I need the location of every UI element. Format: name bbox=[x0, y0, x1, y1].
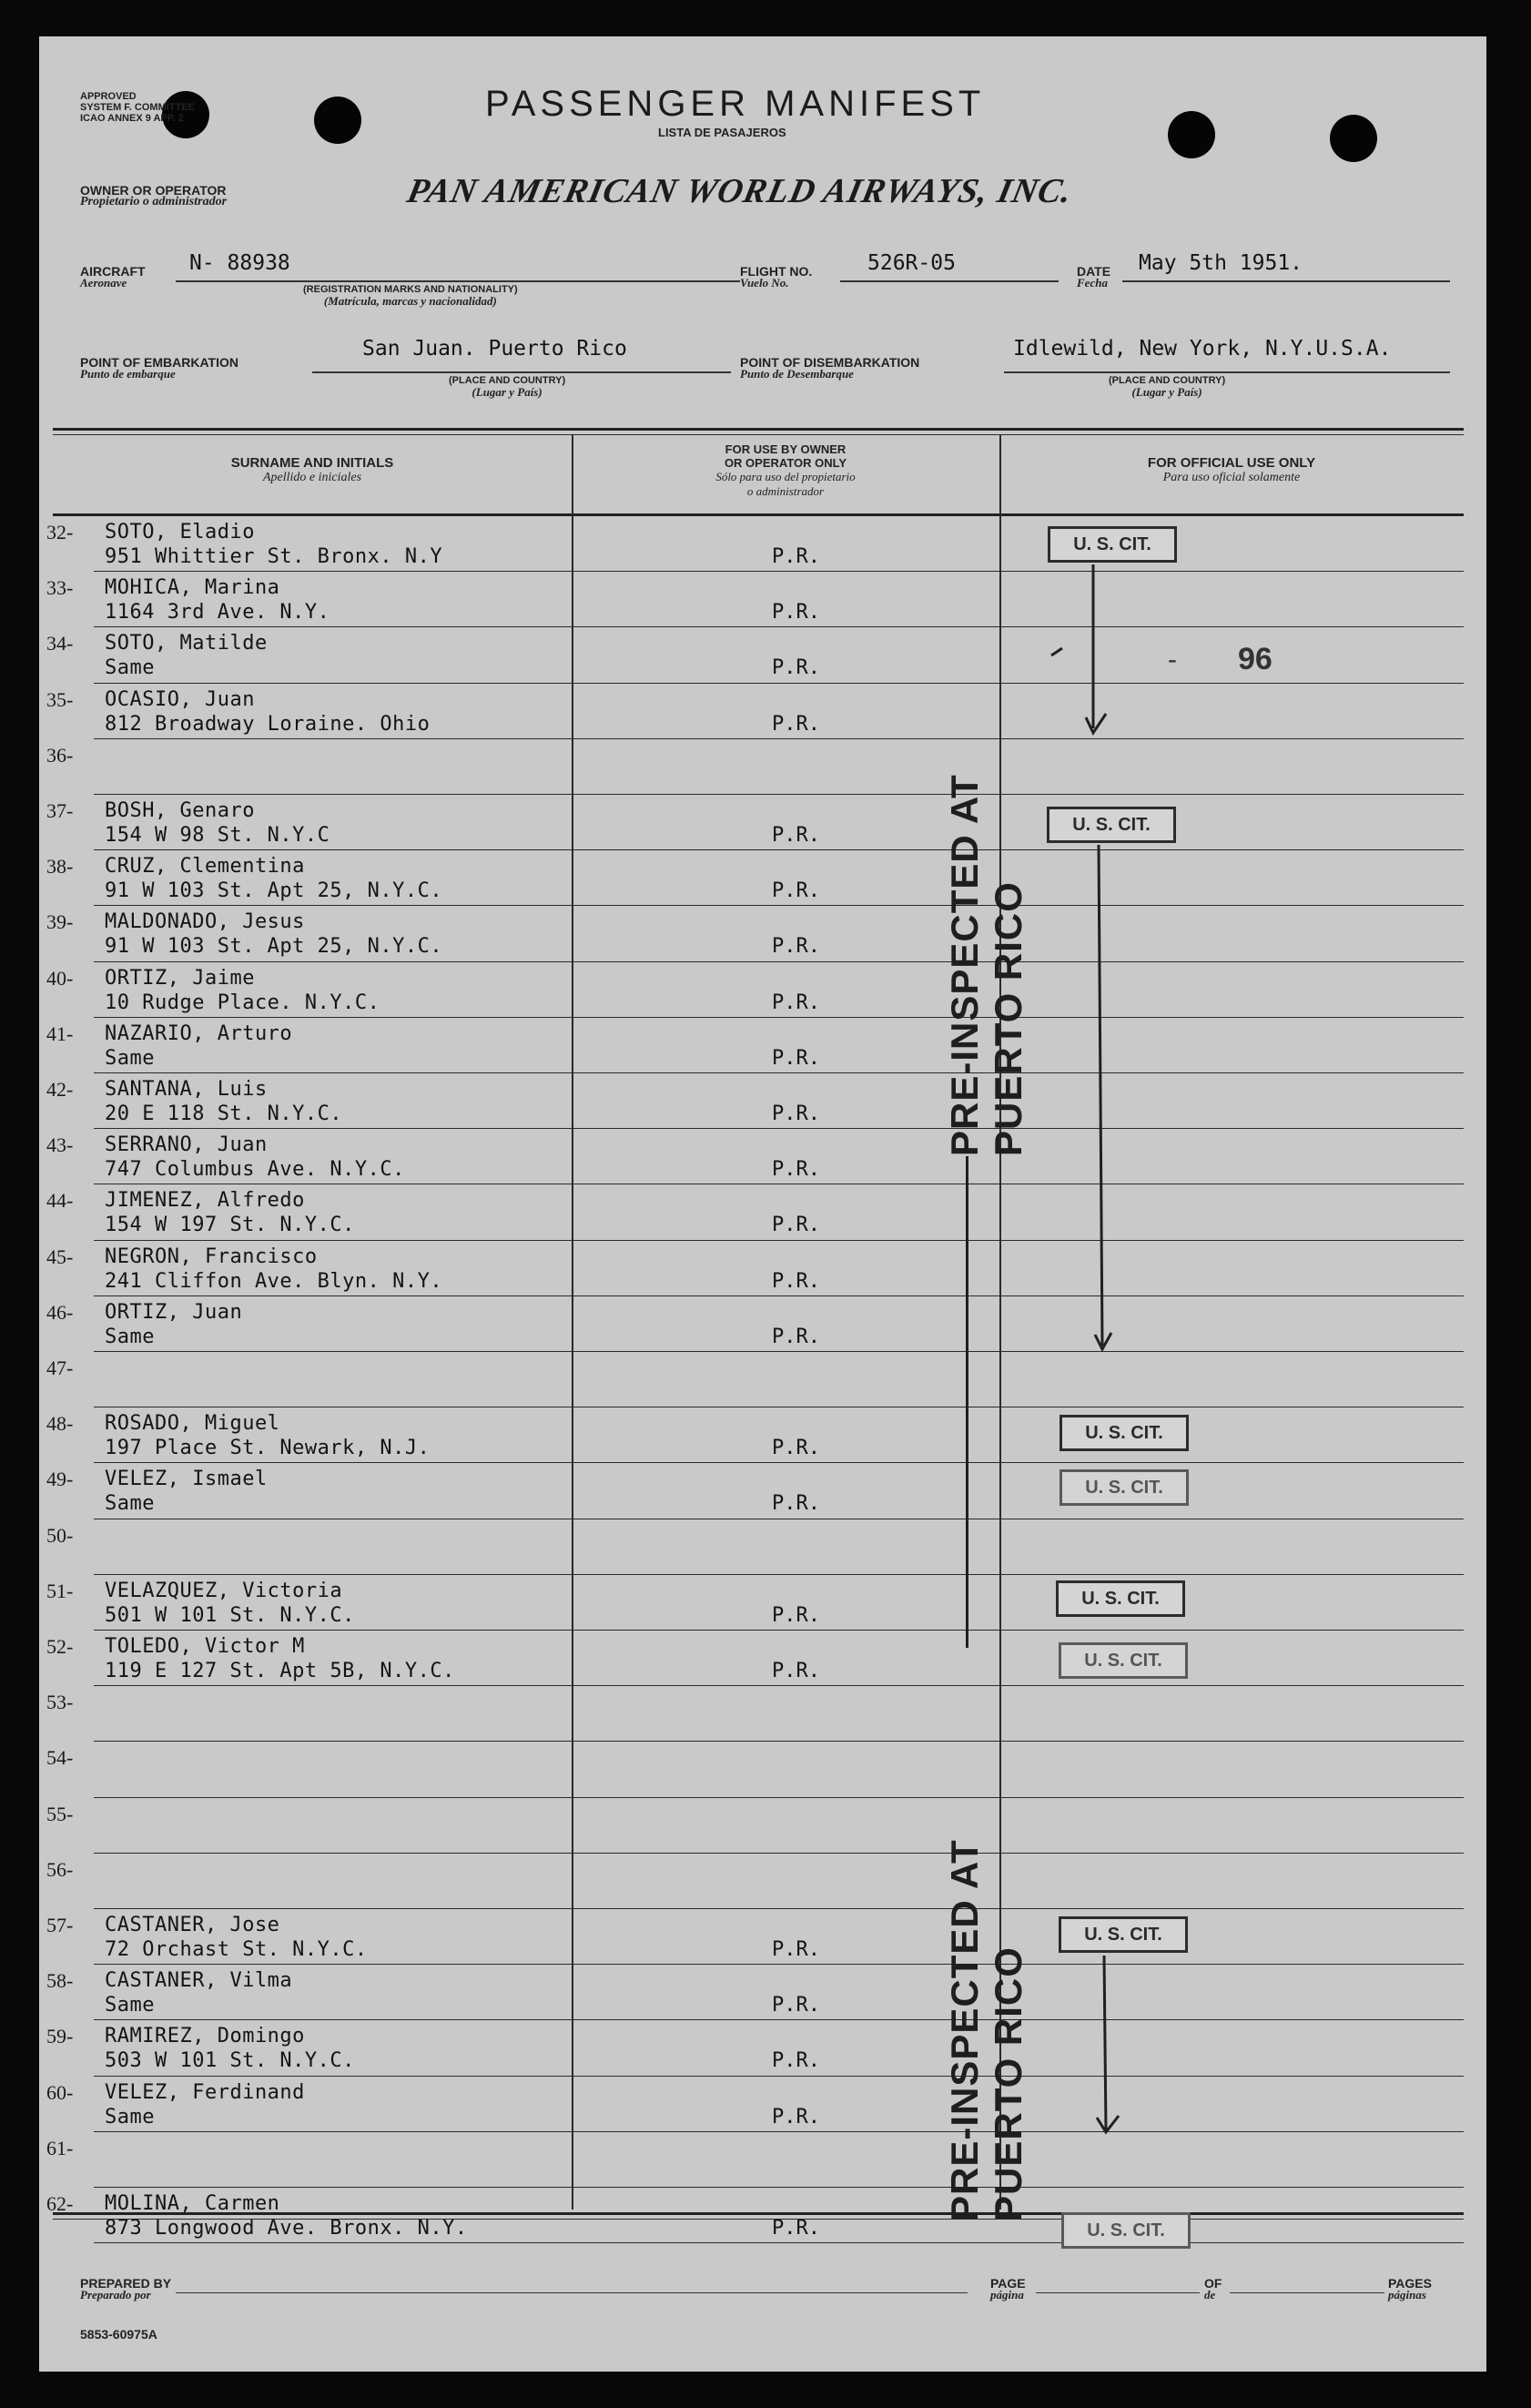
passenger-name: JIMENEZ, Alfredo bbox=[105, 1189, 305, 1213]
us-cit-stamp: U. S. CIT. bbox=[1048, 526, 1177, 563]
us-cit-stamp: U. S. CIT. bbox=[1061, 2212, 1191, 2249]
row-number: 52- bbox=[46, 1635, 74, 1658]
row-number: 55- bbox=[46, 1802, 74, 1825]
row-number: 39- bbox=[46, 910, 74, 934]
row-number: 32- bbox=[46, 521, 74, 544]
owner-use-code: P.R. bbox=[772, 1325, 820, 1348]
row-number: 59- bbox=[46, 2025, 74, 2048]
passenger-address: 873 Longwood Ave. Bronx. N.Y. bbox=[105, 2217, 468, 2240]
row-number: 46- bbox=[46, 1300, 74, 1324]
pre-inspected-stamp-upper: PRE-INSPECTED AT PUERTO RICO bbox=[943, 774, 1029, 1156]
row-number: 62- bbox=[46, 2192, 74, 2215]
row-number: 56- bbox=[46, 1857, 74, 1881]
owner-use-code: P.R. bbox=[772, 1492, 820, 1516]
owner-use-code: P.R. bbox=[772, 824, 820, 847]
us-cit-stamp: U. S. CIT. bbox=[1059, 1916, 1188, 1953]
form-number: 5853-60975A bbox=[80, 2327, 157, 2342]
row-number: 35- bbox=[46, 687, 74, 711]
us-cit-stamp: U. S. CIT. bbox=[1056, 1580, 1185, 1617]
owner-use-code: P.R. bbox=[772, 1660, 820, 1682]
row-number: 47- bbox=[46, 1356, 74, 1379]
row-number: 42- bbox=[46, 1078, 74, 1101]
passenger-name: VELEZ, Ismael bbox=[105, 1468, 268, 1491]
passenger-name: ORTIZ, Jaime bbox=[105, 966, 255, 990]
row-number: 34- bbox=[46, 632, 74, 655]
prepared-by-label: PREPARED BY Preparado por bbox=[80, 2276, 172, 2301]
passenger-address: Same bbox=[105, 1046, 155, 1070]
company-name: PAN AMERICAN WORLD AIRWAYS, INC. bbox=[403, 172, 1077, 210]
of-label: OF de bbox=[1204, 2276, 1222, 2301]
row-number: 37- bbox=[46, 799, 74, 822]
passenger-address: 812 Broadway Loraine. Ohio bbox=[105, 712, 431, 736]
owner-use-code: P.R. bbox=[772, 1994, 820, 2017]
passenger-address: 91 W 103 St. Apt 25, N.Y.C. bbox=[105, 935, 443, 959]
dash-mark: - bbox=[1168, 645, 1177, 675]
passenger-name: NAZARIO, Arturo bbox=[105, 1021, 293, 1045]
passenger-name: CASTANER, Vilma bbox=[105, 1969, 293, 1993]
passenger-address: Same bbox=[105, 656, 155, 680]
row-number: 53- bbox=[46, 1691, 74, 1714]
passenger-name: OCASIO, Juan bbox=[105, 687, 255, 711]
owner-use-code: P.R. bbox=[772, 1046, 820, 1070]
passenger-address: 91 W 103 St. Apt 25, N.Y.C. bbox=[105, 879, 443, 903]
owner-label: OWNER OR OPERATOR Propietario o administrador bbox=[80, 183, 228, 208]
passenger-name: SANTANA, Luis bbox=[105, 1078, 268, 1101]
owner-use-code: P.R. bbox=[772, 1437, 820, 1460]
passenger-name: MOHICA, Marina bbox=[105, 576, 280, 600]
passenger-name: ROSADO, Miguel bbox=[105, 1412, 280, 1436]
passenger-name: NEGRON, Francisco bbox=[105, 1245, 318, 1268]
embark-value: San Juan. Puerto Rico bbox=[362, 337, 627, 361]
passenger-address: 154 W 197 St. N.Y.C. bbox=[105, 1214, 355, 1237]
passenger-address: 241 Cliffon Ave. Blyn. N.Y. bbox=[105, 1269, 443, 1293]
passenger-name: CASTANER, Jose bbox=[105, 1914, 280, 1936]
row-number: 61- bbox=[46, 2136, 74, 2159]
owner-use-code: P.R. bbox=[772, 601, 820, 625]
us-cit-stamp: U. S. CIT. bbox=[1060, 1469, 1189, 1506]
row-number: 58- bbox=[46, 1969, 74, 1993]
owner-use-code: P.R. bbox=[772, 991, 820, 1014]
owner-use-code: P.R. bbox=[772, 656, 820, 680]
passenger-address: Same bbox=[105, 1492, 155, 1516]
row-number: 57- bbox=[46, 1914, 74, 1936]
column-header-owner: FOR USE BY OWNER OR OPERATOR ONLY Sólo para uso del propietario o administrador bbox=[715, 442, 856, 498]
passenger-name: SERRANO, Juan bbox=[105, 1133, 268, 1157]
passenger-address: Same bbox=[105, 2105, 155, 2129]
row-number: 50- bbox=[46, 1523, 74, 1547]
owner-use-code: P.R. bbox=[772, 1102, 820, 1125]
passenger-name: BOSH, Genaro bbox=[105, 799, 255, 822]
row-number: 33- bbox=[46, 576, 74, 600]
passenger-address: 119 E 127 St. Apt 5B, N.Y.C. bbox=[105, 1660, 455, 1682]
flight-value: 526R-05 bbox=[867, 251, 956, 275]
passenger-address: 501 W 101 St. N.Y.C. bbox=[105, 1603, 355, 1627]
passenger-name: CRUZ, Clementina bbox=[105, 855, 305, 879]
passenger-address: 1164 3rd Ave. N.Y. bbox=[105, 601, 330, 625]
row-number: 36- bbox=[46, 743, 74, 767]
date-value: May 5th 1951. bbox=[1139, 251, 1303, 275]
registration-note: (REGISTRATION MARKS AND NATIONALITY) (Matrícula, marcas y nacionalidad) bbox=[303, 284, 518, 308]
passenger-address: Same bbox=[105, 1325, 155, 1348]
passenger-name: MOLINA, Carmen bbox=[105, 2192, 280, 2215]
row-number: 51- bbox=[46, 1579, 74, 1602]
passenger-name: TOLEDO, Victor M bbox=[105, 1635, 305, 1658]
owner-use-code: P.R. bbox=[772, 935, 820, 959]
us-cit-stamp: U. S. CIT. bbox=[1059, 1642, 1188, 1679]
owner-use-code: P.R. bbox=[772, 1938, 820, 1961]
date-label: DATE Fecha bbox=[1077, 264, 1111, 290]
page-subtitle: LISTA DE PASAJEROS bbox=[658, 126, 786, 139]
disembark-label: POINT OF DISEMBARKATION Punto de Desembarque bbox=[740, 355, 920, 381]
disembark-value: Idlewild, New York, N.Y.U.S.A. bbox=[1013, 337, 1392, 361]
owner-use-code: P.R. bbox=[772, 1269, 820, 1293]
row-number: 43- bbox=[46, 1133, 74, 1157]
bracket-arrows bbox=[39, 36, 1486, 2372]
passenger-address: 20 E 118 St. N.Y.C. bbox=[105, 1102, 343, 1125]
row-number: 49- bbox=[46, 1468, 74, 1491]
passenger-address: 951 Whittier St. Bronx. N.Y bbox=[105, 545, 443, 568]
passenger-name: VELAZQUEZ, Victoria bbox=[105, 1579, 343, 1602]
passenger-address: 197 Place St. Newark, N.J. bbox=[105, 1437, 431, 1460]
aircraft-label: AIRCRAFT Aeronave bbox=[80, 264, 146, 290]
page-title: PASSENGER MANIFEST bbox=[485, 84, 986, 124]
embark-label: POINT OF EMBARKATION Punto de embarque bbox=[80, 355, 238, 381]
passenger-name: ORTIZ, Juan bbox=[105, 1300, 243, 1324]
passenger-address: 72 Orchast St. N.Y.C. bbox=[105, 1938, 368, 1961]
owner-use-code: P.R. bbox=[772, 712, 820, 736]
flight-label: FLIGHT NO. Vuelo No. bbox=[740, 264, 813, 290]
pre-inspected-stamp-lower: PRE-INSPECTED AT PUERTO RICO bbox=[943, 1839, 1029, 2221]
passenger-name: RAMIREZ, Domingo bbox=[105, 2025, 305, 2048]
row-number: 41- bbox=[46, 1021, 74, 1045]
row-number: 44- bbox=[46, 1189, 74, 1213]
row-number: 60- bbox=[46, 2080, 74, 2104]
owner-use-code: P.R. bbox=[772, 2049, 820, 2073]
manifest-sheet bbox=[39, 36, 1486, 2372]
passenger-address: 747 Columbus Ave. N.Y.C. bbox=[105, 1158, 405, 1182]
column-header-official: FOR OFFICIAL USE ONLY Para uso oficial solamente bbox=[1147, 455, 1316, 484]
owner-use-code: P.R. bbox=[772, 545, 820, 568]
owner-use-code: P.R. bbox=[772, 2105, 820, 2129]
passenger-address: 154 W 98 St. N.Y.C bbox=[105, 824, 330, 847]
passenger-address: 503 W 101 St. N.Y.C. bbox=[105, 2049, 355, 2073]
page-label: PAGE página bbox=[990, 2276, 1026, 2301]
disembark-place-note: (PLACE AND COUNTRY) (Lugar y País) bbox=[1109, 375, 1226, 399]
owner-use-code: P.R. bbox=[772, 1603, 820, 1627]
owner-use-code: P.R. bbox=[772, 1214, 820, 1237]
row-number: 40- bbox=[46, 966, 74, 990]
us-cit-stamp: U. S. CIT. bbox=[1047, 807, 1176, 843]
passenger-name: VELEZ, Ferdinand bbox=[105, 2080, 305, 2104]
approval-note: APPROVED SYSTEM F. COMMITTEE ICAO ANNEX 9 APP. 2 bbox=[80, 91, 195, 124]
row-number: 54- bbox=[46, 1746, 74, 1770]
owner-use-code: P.R. bbox=[772, 2217, 820, 2240]
count-annotation: 96 bbox=[1238, 642, 1272, 676]
passenger-name: SOTO, Matilde bbox=[105, 632, 268, 655]
passenger-address: 10 Rudge Place. N.Y.C. bbox=[105, 991, 380, 1014]
row-number: 48- bbox=[46, 1412, 74, 1436]
passenger-name: MALDONADO, Jesus bbox=[105, 910, 305, 934]
row-number: 38- bbox=[46, 855, 74, 879]
aircraft-value: N- 88938 bbox=[189, 251, 290, 275]
passenger-name: SOTO, Eladio bbox=[105, 521, 255, 544]
passenger-address: Same bbox=[105, 1994, 155, 2017]
pages-label: PAGES páginas bbox=[1388, 2276, 1432, 2301]
row-number: 45- bbox=[46, 1245, 74, 1268]
owner-use-code: P.R. bbox=[772, 879, 820, 903]
owner-use-code: P.R. bbox=[772, 1158, 820, 1182]
column-header-surname: SURNAME AND INITIALS Apellido e iniciales bbox=[230, 455, 394, 484]
embark-place-note: (PLACE AND COUNTRY) (Lugar y País) bbox=[449, 375, 566, 399]
us-cit-stamp: U. S. CIT. bbox=[1060, 1415, 1189, 1451]
